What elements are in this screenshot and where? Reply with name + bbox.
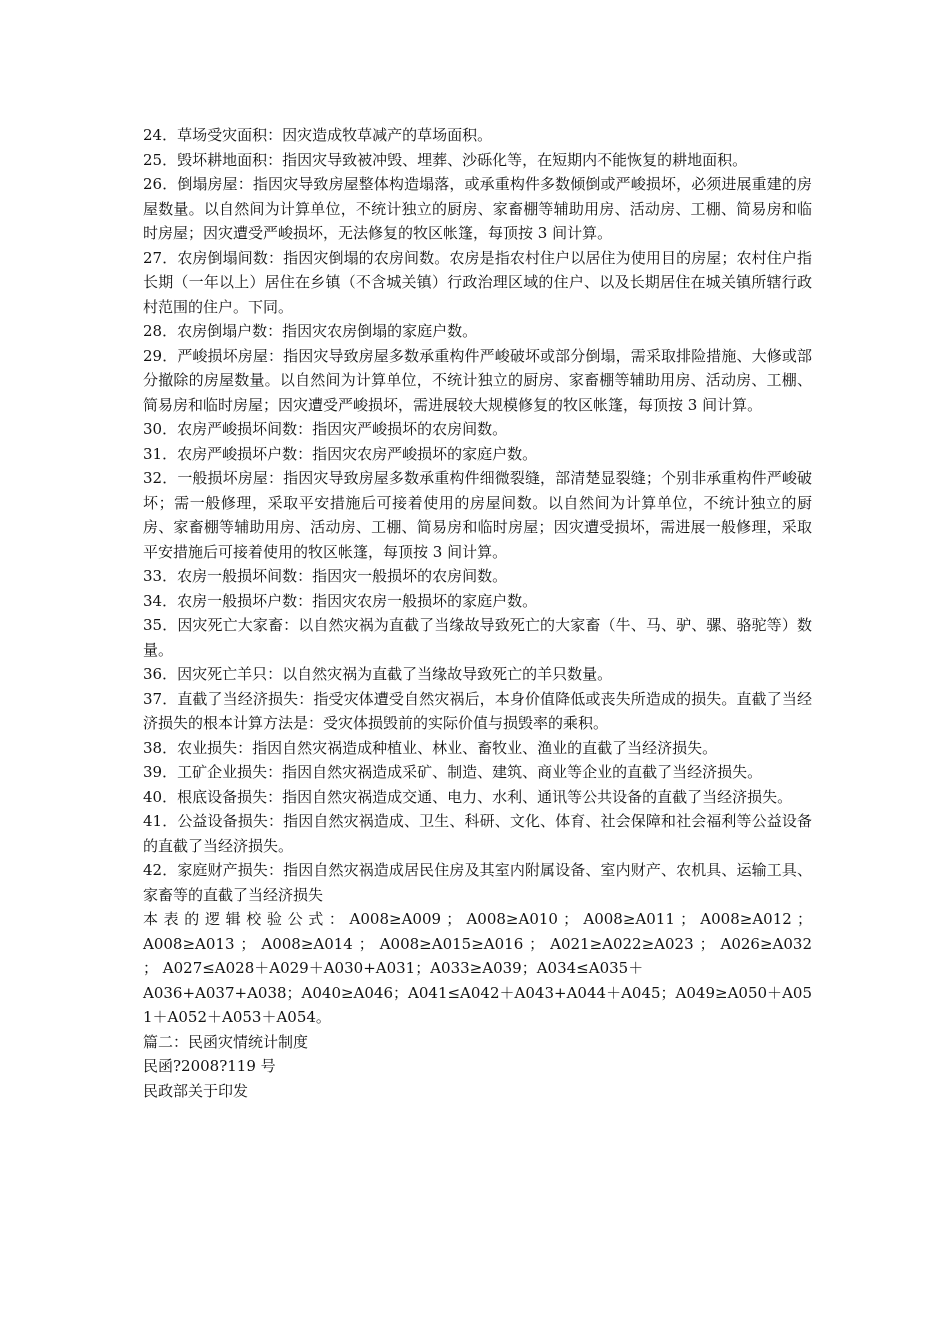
document-body xyxy=(143,123,812,1103)
definition-paragraph: 29．严峻损坏房屋：指因灾导致房屋多数承重构件严峻破坏或部分倒塌，需采取排险措施、大修或部分撤除的房屋数量。以自然间为计算单位，不统计独立的厨房、家畜棚等辅助用房、活动房、工棚、简易房和临时房屋；因灾遭受严峻损坏，需进展较大规模修复的牧区帐篷，每顶按 3 间计算。 xyxy=(143,346,812,414)
definition-paragraph: 26．倒塌房屋：指因灾导致房屋整体构造塌落，或承重构件多数倾倒或严峻损坏，必须进展重建的房屋数量。以自然间为计算单位，不统计独立的厨房、家畜棚等辅助用房、活动房、工棚、简易房和临时房屋；因灾遭受严峻损坏，无法修复的牧区帐篷，每顶按 3 间计算。 xyxy=(143,175,812,242)
section-heading: 篇二：民函灾情统计制度 xyxy=(143,1032,309,1051)
validation-formula-continued: A036+A037+A038；A040≥A046；A041≤A042＋A043+A044＋A045；A049≥A050＋A051＋A052＋A053＋A054。 xyxy=(143,983,812,1026)
definition-paragraph: 28．农房倒塌户数：指因灾农房倒塌的家庭户数。 xyxy=(143,322,478,340)
definition-paragraph: 24．草场受灾面积：因灾造成牧草减产的草场面积。 xyxy=(143,126,493,144)
validation-formula: 本 表 的 逻 辑 校 验 公 式 ： A008≥A009 ； A008≥A010 ； A008≥A011 ； A008≥A012 ； A008≥A013 ； A008≥A014 ； A008≥A015≥A016 ； A021≥A022≥A023 ； A026≥A032 ； A027≤A028＋A029＋A030+A031；A033≥A039；A034≤A035＋ xyxy=(143,910,812,977)
definition-paragraph: 27．农房倒塌间数：指因灾倒塌的农房间数。农房是指农村住户以居住为使用目的房屋；农村住户指长期（一年以上）居住在乡镇（不含城关镇）行政治理区域的住户、以及长期居住在城关镇所辖行政村范围的住户。下同。 xyxy=(143,248,812,316)
definition-paragraph: 32．一般损坏房屋：指因灾导致房屋多数承重构件细微裂缝，部清楚显裂缝；个别非承重构件严峻破坏；需一般修理，采取平安措施后可接着使用的房屋间数。以自然间为计算单位，不统计独立的厨房、家畜棚等辅助用房、活动房、工棚、简易房和临时房屋；因灾遭受损坏，需进展一般修理，采取平安措施后可接着使用的牧区帐篷，每顶按 3 间计算。 xyxy=(143,469,812,561)
definition-paragraph: 37．直截了当经济损失：指受灾体遭受自然灾祸后，本身价值降低或丧失所造成的损失。直截了当经济损失的根本计算方法是：受灾体损毁前的实际价值与损毁率的乘积。 xyxy=(143,689,812,732)
definition-paragraph: 36．因灾死亡羊只：以自然灾祸为直截了当缘故导致死亡的羊只数量。 xyxy=(143,665,613,683)
definition-paragraph: 42．家庭财产损失：指因自然灾祸造成居民住房及其室内附属设备、室内财产、农机具、运输工具、家畜等的直截了当经济损失 xyxy=(143,861,812,904)
definition-paragraph: 25．毁坏耕地面积：指因灾导致被冲毁、埋葬、沙砾化等，在短期内不能恢复的耕地面积。 xyxy=(143,150,748,169)
definition-paragraph: 35．因灾死亡大家畜：以自然灾祸为直截了当缘故导致死亡的大家畜（牛、马、驴、骡、骆驼等）数量。 xyxy=(143,616,812,659)
notice-title: 民政部关于印发 xyxy=(143,1081,249,1100)
definition-paragraph: 33．农房一般损坏间数：指因灾一般损坏的农房间数。 xyxy=(143,567,508,585)
definition-paragraph: 40．根底设备损失：指因自然灾祸造成交通、电力、水利、通讯等公共设备的直截了当经济损失。 xyxy=(143,787,793,806)
document-number: 民函?2008?119 号 xyxy=(143,1057,276,1075)
definition-paragraph: 34．农房一般损坏户数：指因灾农房一般损坏的家庭户数。 xyxy=(143,591,538,610)
definition-paragraph: 39．工矿企业损失：指因自然灾祸造成采矿、制造、建筑、商业等企业的直截了当经济损失。 xyxy=(143,763,763,781)
definition-paragraph: 31．农房严峻损坏户数：指因灾农房严峻损坏的家庭户数。 xyxy=(143,444,538,463)
definition-paragraph: 38．农业损失：指因自然灾祸造成种植业、林业、畜牧业、渔业的直截了当经济损失。 xyxy=(143,738,718,757)
definition-paragraph: 41．公益设备损失：指因自然灾祸造成、卫生、科研、文化、体育、社会保障和社会福利等公益设备的直截了当经济损失。 xyxy=(143,812,812,855)
definition-paragraph: 30．农房严峻损坏间数：指因灾严峻损坏的农房间数。 xyxy=(143,420,508,438)
